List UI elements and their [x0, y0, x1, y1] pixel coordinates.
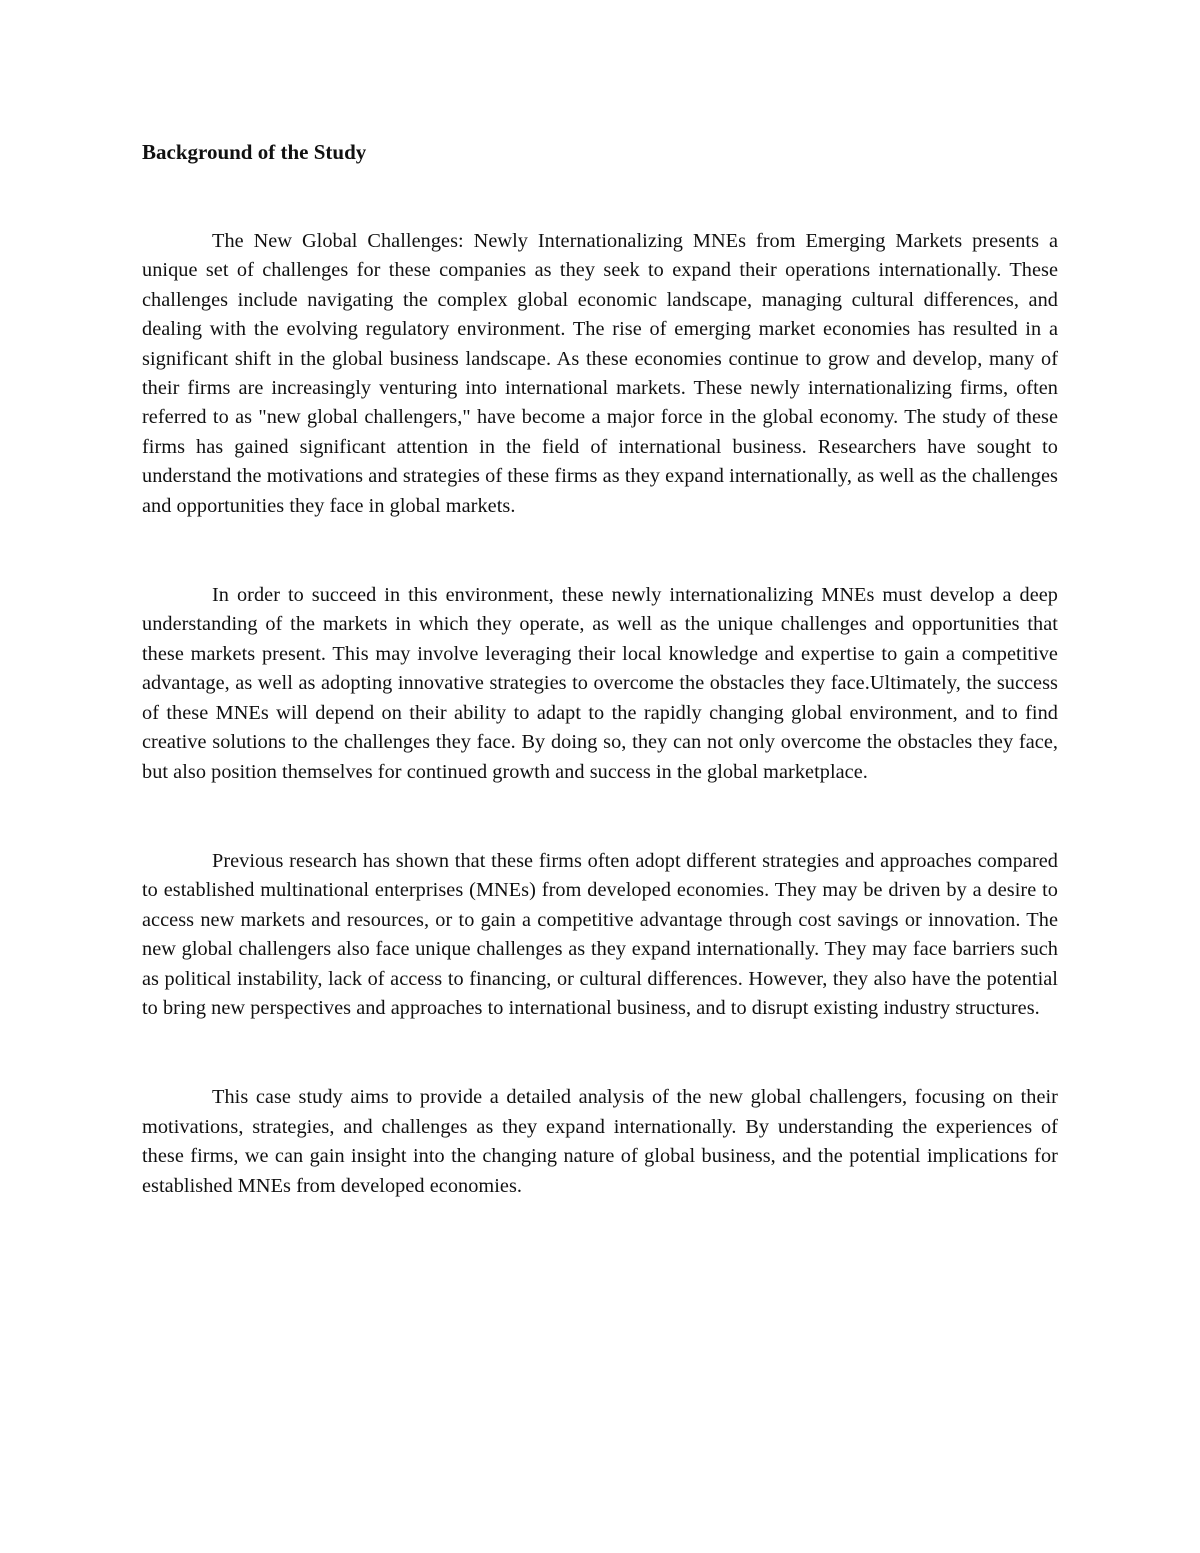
paragraph-3: Previous research has shown that these firms often adopt different strategies and approaches compared to established multinational enterprises (MNEs) from developed economies. They may be driven by a desire to access new markets and resources, or to gain a competitive advantage through cost savings or innovation. The new global challengers also face unique challenges as they expand internationally. They may face barriers such as political instability, lack of access to financing, or cultural differences. However, they also have the potential to bring new perspectives and approaches to international business, and to disrupt existing industry structures.	[142, 849, 1058, 1019]
paragraph-4: This case study aims to provide a detailed analysis of the new global challengers, focusing on their motivations, strategies, and challenges as they expand internationally. By understanding the experiences of these firms, we can gain insight into the changing nature of global business, and the potential implications for established MNEs from developed economies.	[142, 1086, 1058, 1197]
paragraph-1: The New Global Challenges: Newly Internationalizing MNEs from Emerging Markets presents a unique set of challenges for these companies as they seek to expand their operations internationally. These challenges include navigating the complex global economic landscape, managing cultural differences, and dealing with the evolving regulatory environment. The rise of emerging market economies has resulted in a significant shift in the global business landscape. As these economies continue to grow and develop, many of their firms are increasingly venturing into international markets. These newly internationalizing firms, often referred to as "new global challengers," have become a major force in the global economy. The study of these firms has gained significant attention in the field of international business. Researchers have sought to understand the motivations and strategies of these firms as they expand internationally, as well as the challenges and opportunities they face in global markets.	[142, 230, 1058, 517]
section-heading: Background of the Study	[142, 140, 367, 164]
paragraph-2: In order to succeed in this environment, these newly internationalizing MNEs must develop a deep understanding of the markets in which they operate, as well as the unique challenges and opportunities that these markets present. This may involve leveraging their local knowledge and expertise to gain a competitive advantage, as well as adopting innovative strategies to overcome the obstacles they face.Ultimately, the success of these MNEs will depend on their ability to adapt to the rapidly changing global environment, and to find creative solutions to the challenges they face. By doing so, they can not only overcome the obstacles they face, but also position themselves for continued growth and success in the global marketplace.	[142, 584, 1058, 783]
document-body	[142, 138, 1058, 1261]
